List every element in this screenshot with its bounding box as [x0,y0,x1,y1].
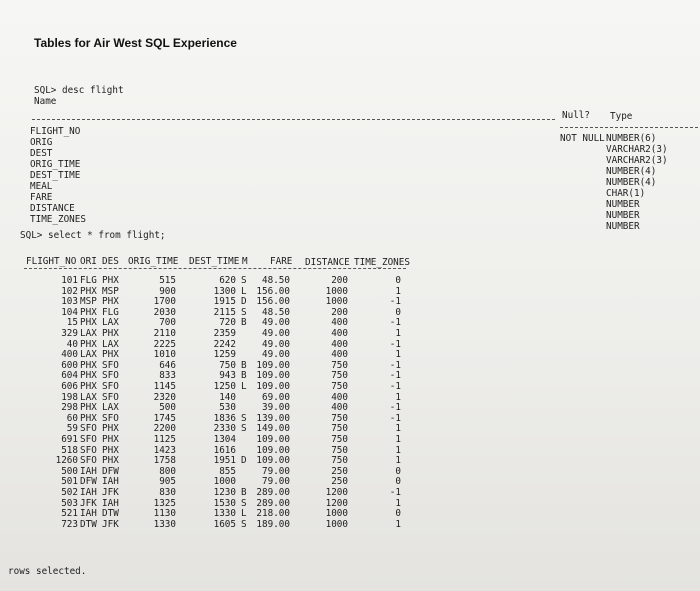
cell-fare: 49.00 [262,338,290,350]
cell-meal: S [241,412,247,424]
cell-des: LAX [102,402,119,414]
page-title: Tables for Air West SQL Experience [34,36,237,50]
cell-dest-time: 943 [219,370,236,382]
cell-ori: DFW [80,476,97,488]
cell-fare: 109.00 [256,359,290,371]
cell-des: IAH [102,497,119,509]
cell-flight-no: 103 [61,296,78,308]
cell-dest-time: 1000 [213,476,236,488]
cell-ori: SFO [80,444,97,456]
cell-des: SFO [102,359,119,371]
cell-distance: 750 [331,381,348,392]
header-meal: M [242,256,248,267]
header-des: DES [102,256,119,267]
cell-dest-time: 2242 [213,338,236,350]
cell-ori: PHX [80,402,97,414]
cell-time-zones: 0 [395,476,401,488]
cell-orig-time: 1423 [153,444,176,456]
cell-distance: 1000 [325,508,348,520]
desc-column-name: ORIG [30,137,53,148]
cell-orig-time: 830 [159,487,176,498]
cell-fare: 156.00 [256,285,290,297]
cell-fare: 39.00 [262,402,290,414]
cell-ori: SFO [80,434,97,445]
cell-orig-time: 1330 [153,518,176,530]
cell-ori: JFK [80,497,97,509]
cell-flight-no: 691 [61,434,78,445]
rows-selected-footer: rows selected. [8,566,87,577]
desc-column-type: NUMBER(4) [606,177,657,188]
cell-orig-time: 700 [159,317,176,329]
cell-dest-time: 750 [219,359,236,371]
desc-column-name: FLIGHT_NO [30,126,81,137]
cell-flight-no: 503 [61,497,78,509]
cell-meal: S [241,306,247,318]
cell-ori: SFO [80,423,97,435]
header-time-zones: TIME_ZONES [354,257,410,268]
cell-dest-time: 2359 [213,328,236,339]
desc-column-null [560,177,605,188]
cell-des: MSP [102,285,119,297]
cell-des: FLG [102,306,119,318]
cell-meal: L [241,508,247,520]
cell-des: SFO [102,370,119,382]
cell-flight-no: 518 [61,444,78,456]
cell-fare: 156.00 [256,296,290,308]
cell-ori: FLG [80,275,97,286]
cell-des: LAX [102,317,119,329]
cell-ori: PHX [80,338,97,350]
cell-orig-time: 905 [159,476,176,488]
desc-column-type: NUMBER [606,210,640,221]
desc-column-null [560,221,605,232]
cell-des: PHX [102,444,119,456]
cell-des: IAH [102,476,119,488]
cell-time-zones: 0 [395,508,401,520]
cell-orig-time: 1758 [153,455,176,467]
header-distance: DISTANCE [305,257,350,268]
cell-orig-time: 515 [159,275,176,286]
cell-dest-time: 1530 [213,497,236,509]
cell-distance: 750 [331,455,348,467]
cell-dest-time: 1259 [213,349,236,361]
cell-des: PHX [102,296,119,308]
cell-flight-no: 600 [61,359,78,371]
cell-time-zones: -1 [389,359,401,371]
cell-fare: 139.00 [256,412,290,424]
cell-meal: D [241,296,247,308]
cell-distance: 1000 [325,285,348,297]
desc-column-null [560,166,605,177]
cell-time-zones: -1 [389,402,401,414]
cell-dest-time: 1300 [213,285,236,297]
cell-flight-no: 15 [66,317,78,329]
cell-fare: 289.00 [256,497,290,509]
cell-orig-time: 2110 [153,328,176,339]
cell-time-zones: -1 [389,381,401,392]
desc-header-type: Type [610,111,633,122]
cell-des: PHX [102,434,119,445]
desc-null-column [560,133,605,232]
cell-meal: B [241,317,247,329]
cell-time-zones: -1 [389,487,401,498]
cell-dest-time: 1951 [213,455,236,467]
cell-dest-time: 1915 [213,296,236,308]
cell-flight-no: 400 [61,349,78,361]
cell-time-zones: 1 [395,518,401,530]
cell-des: SFO [102,412,119,424]
cell-fare: 79.00 [262,465,290,477]
cell-dest-time: 1230 [213,487,236,498]
cell-distance: 400 [331,391,348,403]
cell-des: PHX [102,328,119,339]
cell-des: PHX [102,275,119,286]
cell-flight-no: 501 [61,476,78,488]
desc-header-name: Name [34,96,57,107]
desc-column-type: VARCHAR2(3) [606,144,668,155]
cell-meal: S [241,518,247,530]
cell-meal: L [241,285,247,297]
cell-fare: 109.00 [256,434,290,445]
cell-meal: L [241,381,247,392]
select-divider [24,268,406,269]
cell-fare: 79.00 [262,476,290,488]
cell-des: PHX [102,349,119,361]
cell-time-zones: 1 [395,455,401,467]
cell-time-zones: -1 [389,296,401,308]
cell-orig-time: 1745 [153,412,176,424]
cell-distance: 250 [331,465,348,477]
cell-ori: DTW [80,518,97,530]
cell-dest-time: 1836 [213,412,236,424]
desc-column-name: FARE [30,192,53,203]
header-orig-time: ORIG_TIME [128,256,179,267]
desc-divider-right [560,127,698,128]
cell-meal: S [241,275,247,286]
desc-column-type: NUMBER [606,199,640,210]
cell-meal: S [241,423,247,435]
cell-meal: B [241,487,247,498]
cell-orig-time: 800 [159,465,176,477]
cell-fare: 49.00 [262,317,290,329]
desc-column-name: DEST_TIME [30,170,81,181]
cell-orig-time: 1125 [153,434,176,445]
desc-column-null [560,199,605,210]
cell-distance: 750 [331,359,348,371]
cell-fare: 109.00 [256,370,290,382]
cell-des: JFK [102,487,119,498]
cell-ori: PHX [80,359,97,371]
cell-des: DTW [102,508,119,520]
cell-dest-time: 1330 [213,508,236,520]
cell-distance: 250 [331,476,348,488]
cell-des: SFO [102,381,119,392]
cell-dest-time: 1250 [213,381,236,392]
cell-time-zones: 1 [395,423,401,435]
cell-distance: 400 [331,328,348,339]
cell-ori: PHX [80,306,97,318]
desc-column-null [560,210,605,221]
cell-flight-no: 60 [66,412,78,424]
cell-dest-time: 1605 [213,518,236,530]
cell-flight-no: 329 [61,328,78,339]
cell-des: PHX [102,423,119,435]
cell-orig-time: 833 [159,370,176,382]
cell-flight-no: 502 [61,487,78,498]
cell-fare: 109.00 [256,444,290,456]
cell-ori: SFO [80,455,97,467]
cell-ori: PHX [80,381,97,392]
desc-column-type: CHAR(1) [606,188,646,199]
cell-fare: 49.00 [262,328,290,339]
cell-flight-no: 604 [61,370,78,382]
cell-ori: IAH [80,487,97,498]
cell-des: LAX [102,338,119,350]
cell-meal: D [241,455,247,467]
cell-ori: PHX [80,370,97,382]
cell-fare: 149.00 [256,423,290,435]
cell-distance: 1000 [325,518,348,530]
header-fare: FARE [270,256,293,267]
cell-distance: 1200 [325,497,348,509]
cell-time-zones: 1 [395,444,401,456]
cell-ori: IAH [80,508,97,520]
cell-flight-no: 606 [61,381,78,392]
cell-dest-time: 2330 [213,423,236,435]
header-ori: ORI [80,256,97,267]
cell-flight-no: 101 [61,275,78,286]
cell-time-zones: 1 [395,285,401,297]
cell-orig-time: 900 [159,285,176,297]
cell-orig-time: 1325 [153,497,176,509]
desc-column-name: TIME_ZONES [30,214,86,225]
cell-orig-time: 2200 [153,423,176,435]
cell-meal: B [241,359,247,371]
cell-time-zones: -1 [389,338,401,350]
cell-distance: 750 [331,434,348,445]
header-flight-no: FLIGHT_NO [26,256,77,267]
desc-column-name: ORIG_TIME [30,159,81,170]
cell-fare: 109.00 [256,455,290,467]
desc-divider-left [32,119,555,120]
cell-meal: S [241,497,247,509]
desc-column-name: DISTANCE [30,203,75,214]
cell-fare: 289.00 [256,487,290,498]
cell-time-zones: 1 [395,497,401,509]
cell-flight-no: 102 [61,285,78,297]
desc-column-name: MEAL [30,181,53,192]
desc-type-column [606,133,668,232]
cell-flight-no: 104 [61,306,78,318]
cell-dest-time: 1304 [213,434,236,445]
cell-ori: PHX [80,285,97,297]
cell-distance: 750 [331,423,348,435]
cell-flight-no: 500 [61,465,78,477]
cell-orig-time: 2320 [153,391,176,403]
cell-fare: 109.00 [256,381,290,392]
desc-column-type: NUMBER [606,221,640,232]
cell-ori: PHX [80,317,97,329]
cell-distance: 200 [331,275,348,286]
cell-time-zones: 1 [395,328,401,339]
cell-des: JFK [102,518,119,530]
cell-des: PHX [102,455,119,467]
cell-distance: 750 [331,444,348,456]
select-command: SQL> select * from flight; [20,230,166,241]
cell-orig-time: 1700 [153,296,176,308]
cell-orig-time: 646 [159,359,176,371]
desc-column-null [560,155,605,166]
cell-orig-time: 1130 [153,508,176,520]
cell-time-zones: 0 [395,306,401,318]
cell-dest-time: 2115 [213,306,236,318]
cell-distance: 1200 [325,487,348,498]
cell-time-zones: 1 [395,391,401,403]
cell-time-zones: 1 [395,434,401,445]
cell-dest-time: 720 [219,317,236,329]
desc-column-type: NUMBER(4) [606,166,657,177]
cell-distance: 1000 [325,296,348,308]
cell-distance: 750 [331,412,348,424]
cell-meal: B [241,370,247,382]
cell-fare: 69.00 [262,391,290,403]
cell-time-zones: -1 [389,317,401,329]
cell-flight-no: 59 [66,423,78,435]
cell-des: SFO [102,391,119,403]
cell-orig-time: 1010 [153,349,176,361]
cell-distance: 400 [331,317,348,329]
cell-dest-time: 1616 [213,444,236,456]
cell-flight-no: 1260 [55,455,78,467]
cell-time-zones: 1 [395,349,401,361]
cell-dest-time: 530 [219,402,236,414]
cell-time-zones: -1 [389,412,401,424]
desc-column-null [560,188,605,199]
cell-fare: 218.00 [256,508,290,520]
cell-time-zones: 0 [395,275,401,286]
cell-distance: 400 [331,349,348,361]
cell-distance: 400 [331,338,348,350]
cell-ori: LAX [80,391,97,403]
cell-flight-no: 298 [61,402,78,414]
cell-orig-time: 2030 [153,306,176,318]
cell-fare: 189.00 [256,518,290,530]
cell-ori: LAX [80,328,97,339]
cell-orig-time: 500 [159,402,176,414]
cell-fare: 49.00 [262,349,290,361]
cell-dest-time: 855 [219,465,236,477]
cell-ori: PHX [80,412,97,424]
cell-distance: 400 [331,402,348,414]
desc-column-type: VARCHAR2(3) [606,155,668,166]
desc-column-null [560,144,605,155]
cell-ori: IAH [80,465,97,477]
cell-time-zones: 0 [395,465,401,477]
cell-dest-time: 140 [219,391,236,403]
desc-name-column [30,126,86,225]
desc-header-null: Null? [562,110,590,121]
cell-flight-no: 723 [61,518,78,530]
cell-time-zones: -1 [389,370,401,382]
cell-flight-no: 40 [66,338,78,350]
cell-distance: 200 [331,306,348,318]
cell-orig-time: 2225 [153,338,176,350]
cell-orig-time: 1145 [153,381,176,392]
cell-fare: 48.50 [262,275,290,286]
cell-distance: 750 [331,370,348,382]
cell-flight-no: 198 [61,391,78,403]
desc-column-type: NUMBER(6) [606,133,657,144]
desc-column-null: NOT NULL [560,133,605,144]
cell-fare: 48.50 [262,306,290,318]
cell-ori: LAX [80,349,97,361]
cell-ori: MSP [80,296,97,308]
desc-column-name: DEST [30,148,53,159]
cell-des: DFW [102,465,119,477]
header-dest-time: DEST_TIME [189,256,240,267]
cell-dest-time: 620 [219,275,236,286]
cell-flight-no: 521 [61,508,78,520]
desc-command: SQL> desc flight [34,85,124,96]
